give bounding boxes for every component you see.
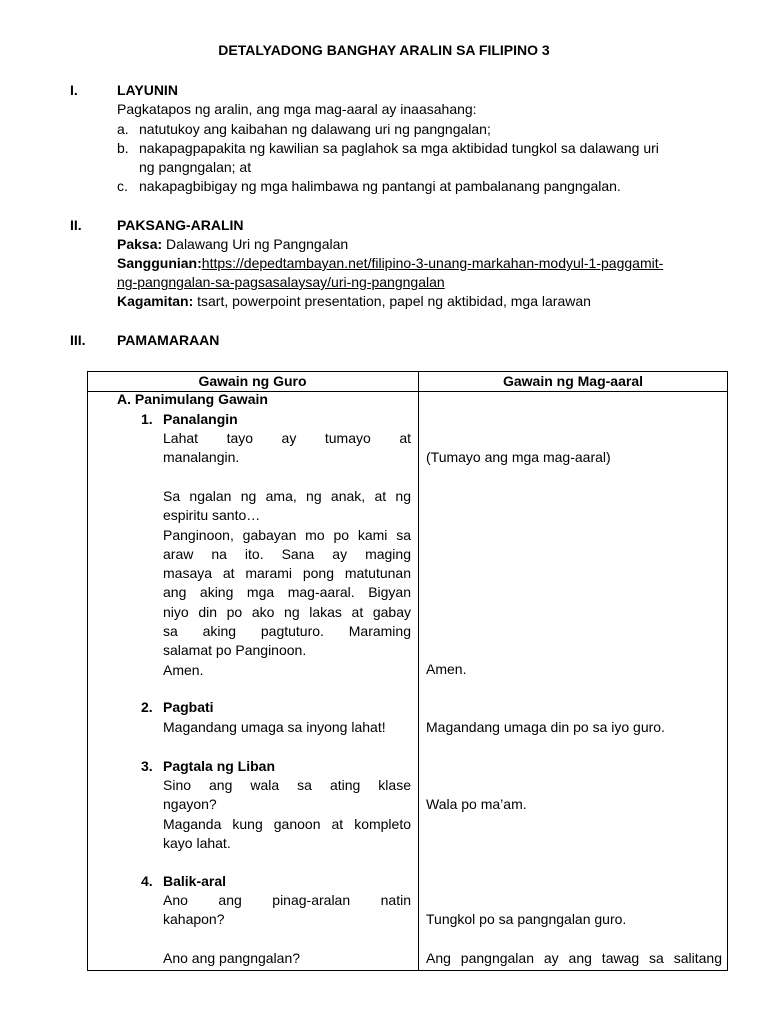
paksa-value: Dalawang Uri ng Pangngalan bbox=[162, 236, 349, 252]
prayer-line: espiritu santo… bbox=[163, 507, 261, 524]
section-2-numeral: II. bbox=[70, 217, 82, 233]
table-header-student: Gawain ng Mag-aaral bbox=[502, 373, 644, 389]
section-1-numeral: I. bbox=[70, 82, 78, 98]
item-2-teacher-text: Magandang umaga sa inyong lahat! bbox=[163, 719, 386, 735]
prayer-text bbox=[163, 487, 411, 680]
sanggunian-link-2[interactable]: ng-pangngalan-sa-pagsasalaysay/uri-ng-pangngalan bbox=[117, 274, 445, 290]
paksa-line bbox=[117, 235, 348, 254]
section-2-heading: PAKSANG-ARALIN bbox=[117, 217, 244, 233]
item-3-student-response: Wala po ma’am. bbox=[426, 796, 527, 812]
item-2-student-response: Magandang umaga din po sa iyo guro. bbox=[426, 719, 665, 735]
prayer-line: Amen. bbox=[163, 661, 204, 678]
kagamitan-line bbox=[117, 292, 591, 311]
prayer-line: salamat po Panginoon. bbox=[163, 642, 307, 659]
part-a-heading: A. Panimulang Gawain bbox=[117, 391, 268, 407]
item-1-line: Lahat tayo ay tumayo at bbox=[163, 430, 411, 446]
sanggunian-line bbox=[117, 254, 663, 273]
item-1-line: manalangin. bbox=[163, 449, 240, 466]
item-4-title: Balik-aral bbox=[163, 873, 227, 889]
item-4-line: kahapon? bbox=[163, 911, 225, 928]
table-header-teacher: Gawain ng Guro bbox=[198, 373, 307, 389]
objective-a-text: natutukoy ang kaibahan ng dalawang uri ng pangngalan; bbox=[139, 121, 491, 137]
prayer-line: niyo din po ako ng lakas at gabay bbox=[163, 603, 411, 620]
objective-b-text-2: ng pangngalan; at bbox=[139, 159, 252, 175]
item-4-teacher-text bbox=[163, 891, 411, 930]
section-1-heading: LAYUNIN bbox=[117, 82, 178, 98]
item-4-num: 4. bbox=[141, 873, 153, 889]
prayer-line: masaya at marami pong matutunan bbox=[163, 565, 411, 582]
item-3-title: Pagtala ng Liban bbox=[163, 758, 276, 774]
item-3-line: kayo lahat. bbox=[163, 834, 231, 851]
prayer-line: Panginoon, gabayan mo po kami sa bbox=[163, 526, 411, 543]
prayer-line: Sa ngalan ng ama, ng anak, at ng bbox=[163, 488, 411, 504]
kagamitan-value: tsart, powerpoint presentation, papel ng aktibidad, mga larawan bbox=[193, 293, 591, 309]
item-4-line: Ano ang pinag-aralan natin bbox=[163, 892, 411, 908]
sanggunian-label: Sanggunian: bbox=[117, 255, 202, 271]
item-3-teacher-text bbox=[163, 776, 411, 853]
item-1-student-response-1: (Tumayo ang mga mag-aaral) bbox=[426, 449, 611, 465]
item-2-title: Pagbati bbox=[163, 699, 214, 715]
item-1-num: 1. bbox=[141, 411, 153, 427]
item-3-num: 3. bbox=[141, 758, 153, 774]
objective-c-mark: c. bbox=[117, 178, 128, 194]
item-3-line: Maganda kung ganoon at kompleto bbox=[163, 815, 411, 832]
document-title: DETALYADONG BANGHAY ARALIN SA FILIPINO 3 bbox=[218, 42, 550, 58]
section-3-numeral: III. bbox=[70, 332, 86, 348]
item-4-student-response-2: Ang pangngalan ay ang tawag sa salitang bbox=[426, 950, 722, 966]
paksa-label: Paksa: bbox=[117, 236, 163, 252]
item-4-student-response-1: Tungkol po sa pangngalan guro. bbox=[426, 911, 627, 927]
prayer-line: araw na ito. Sana ay maging bbox=[163, 545, 411, 562]
item-1-student-response-2: Amen. bbox=[426, 661, 467, 677]
item-2-num: 2. bbox=[141, 699, 153, 715]
item-3-line: Sino ang wala sa ating klase bbox=[163, 777, 411, 793]
prayer-line: sa aking pagtuturo. Maraming bbox=[163, 623, 411, 640]
objective-a-mark: a. bbox=[117, 121, 129, 137]
objectives-intro: Pagkatapos ng aralin, ang mga mag-aaral ay inaasahang: bbox=[117, 101, 477, 117]
objective-c-text: nakapagbibigay ng mga halimbawa ng pantangi at pambalanang pangngalan. bbox=[139, 178, 621, 194]
item-3-line: ngayon? bbox=[163, 796, 217, 813]
kagamitan-label: Kagamitan: bbox=[117, 293, 194, 309]
item-4-teacher-question-2: Ano ang pangngalan? bbox=[163, 950, 301, 966]
item-1-teacher-text bbox=[163, 429, 411, 468]
table-column-divider bbox=[418, 371, 419, 971]
sanggunian-link-1[interactable]: https://depedtambayan.net/filipino-3-unang-markahan-modyul-1-paggamit- bbox=[201, 255, 664, 271]
objective-b-text-1: nakapagpapakita ng kawilian sa paglahok sa mga aktibidad tungkol sa dalawang uri bbox=[139, 140, 659, 156]
item-1-title: Panalangin bbox=[163, 411, 238, 427]
objective-b-mark: b. bbox=[117, 140, 129, 156]
prayer-line: ang aking mga mag-aaral. Bigyan bbox=[163, 584, 411, 601]
section-3-heading: PAMAMARAAN bbox=[117, 332, 220, 348]
